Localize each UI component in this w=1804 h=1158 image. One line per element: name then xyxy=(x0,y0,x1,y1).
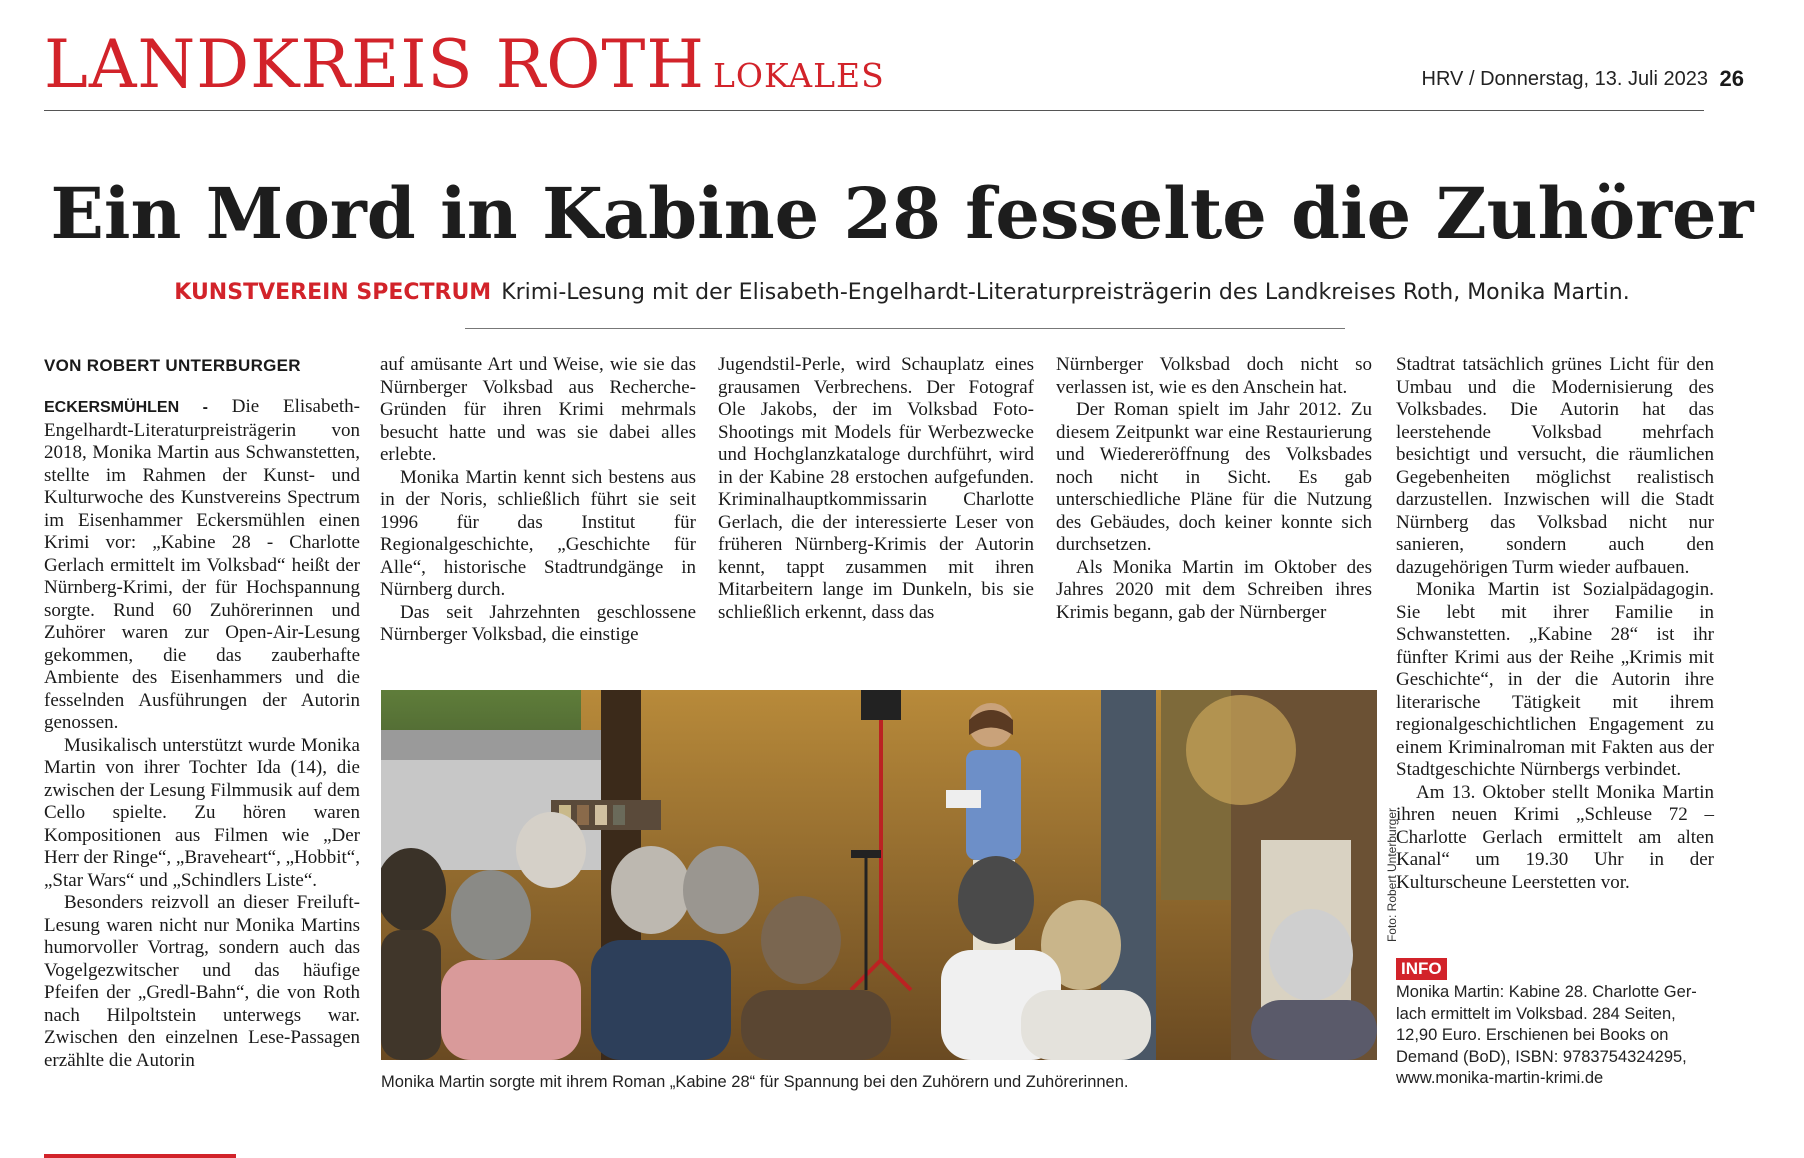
footer-accent-bar xyxy=(44,1154,236,1158)
info-website-link[interactable]: www.monika-martin-krimi.de xyxy=(1396,1069,1604,1087)
paragraph: auf amüsante Art und Weise, wie sie das Nürnberger Volksbad aus Recherche-Gründen für ihren Krimi mehrmals besucht hatte und was sie dabei alles erlebte. xyxy=(380,354,696,465)
info-line: 12,90 Euro. Erschienen bei Books on xyxy=(1396,1026,1669,1044)
text-column-2 xyxy=(380,354,696,647)
paragraph-text: Die Elisabeth-Engelhardt-Literaturpreisträgerin von 2018, Monika Martin aus Schwanstetten, stellte im Rahmen der Kunst- und Kulturwoche des Kunstvereins Spectrum im Eisenhammer Eckersmühlen einen Krimi vor: „Kabine 28 - Charlotte Gerlach ermittelt im Volksbad“ heißt der Nürnberg-Krimi, der für Hochspannung sorgte. Rund 60 Zuhörerinnen und Zuhörer waren zur Open-Air-Lesung gekommen, die das zauberhafte Ambiente des Eisenhammers und die fesselnden Ausführungen der Autorin genossen. xyxy=(44,396,360,733)
reading-scene-image xyxy=(381,690,1377,1060)
paragraph: Jugendstil-Perle, wird Schauplatz eines grausamen Verbrechens. Der Fotograf Ole Jakobs, der im Volksbad Foto-Shootings mit Models für Werbezwecke und Hochglanzkataloge durchführt, wird in der Kabine 28 erstochen aufgefunden. Kriminalhauptkommissarin Charlotte Gerlach, die der interessierte Leser von früheren Nürnberg-Krimis der Autorin kennt, tappt zusammen mit ihren Mitarbeitern lange im Dunkeln, bis sie schließlich erkennt, dass das xyxy=(718,354,1034,623)
photo-caption: Monika Martin sorgte mit ihrem Roman „Kabine 28“ für Spannung bei den Zuhörern und Zuhörerinnen. xyxy=(381,1073,1129,1091)
info-box xyxy=(1396,982,1714,1090)
masthead xyxy=(44,26,885,103)
text-column-1 xyxy=(44,396,360,1072)
page-number: 26 xyxy=(1719,66,1744,91)
paragraph: Musikalisch unterstützt wurde Monika Martin von ihrer Tochter Ida (14), die zwischen der Lesung Filmmusik auf dem Cello spielte. Zu hören waren Kompositionen aus Filmen wie „Der Herr der Ringe“, „Braveheart“, „Hobbit“, „Star Wars“ und „Schindlers Liste“. xyxy=(44,734,360,891)
dateline: ECKERSMÜHLEN - xyxy=(44,399,208,416)
article-photo xyxy=(381,690,1377,1060)
article-dek xyxy=(0,280,1804,305)
paragraph: Am 13. Oktober stellt Monika Martin ihren neuen Krimi „Schleuse 72 – Charlotte Gerlach ermittelt am alten Kanal“ um 19.30 Uhr in der Kulturscheune Leerstetten vor. xyxy=(1396,781,1714,893)
article-headline: Ein Mord in Kabine 28 fesselte die Zuhörer xyxy=(50,172,1754,255)
info-label: INFO xyxy=(1396,958,1447,980)
text-column-4 xyxy=(1056,354,1372,624)
text-column-5 xyxy=(1396,354,1714,894)
dek-rule xyxy=(465,328,1345,329)
info-line: lach ermittelt im Volksbad. 284 Seiten, xyxy=(1396,1004,1676,1023)
header-rule xyxy=(44,110,1704,111)
photo-credit-text: Foto: Robert Unterburger xyxy=(1385,807,1399,943)
paragraph: Nürnberger Volksbad doch nicht so verlassen ist, wie es den Anschein hat. xyxy=(1056,354,1372,398)
text-column-3 xyxy=(718,354,1034,624)
info-line: Demand (BoD), ISBN: 9783754324295, xyxy=(1396,1047,1687,1066)
paragraph: Stadtrat tatsächlich grünes Licht für den Umbau und die Modernisierung des Volksbades. Die Autorin hat das leerstehende Volksbad mehrfach besichtigt und versucht, die räumlichen Gegebenheiten möglichst realistisch darzustellen. Inzwischen will die Stadt Nürnberg das Volksbad nicht nur sanieren, sondern auch den dazugehörigen Turm wieder aufbauen. xyxy=(1396,354,1714,578)
paragraph: Das seit Jahrzehnten geschlossene Nürnberger Volksbad, die einstige xyxy=(380,601,696,645)
paragraph xyxy=(44,396,360,735)
paragraph: Als Monika Martin im Oktober des Jahres 2020 mit dem Schreiben ihres Krimis begann, gab der Nürnberger xyxy=(1056,556,1372,623)
paragraph: Monika Martin ist Sozialpädagogin. Sie lebt mit ihrer Familie in Schwanstetten. „Kabine 28“ ist ihr fünfter Krimi aus der Reihe „Krimis mit Geschichte“, in der die Autorin ihre literarische Tätigkeit mit ihrem regionalgeschichtlichen Engagement zu einem Kriminalroman mit Fakten aus der Stadtgeschichte Nürnbergs verbindet. xyxy=(1396,579,1714,780)
paragraph: Monika Martin kennt sich bestens aus in der Noris, schließlich führt sie seit 1996 für das Institut für Regionalgeschichte, „Geschichte für Alle“, historische Stadtrundgänge in Nürnberg durch. xyxy=(380,466,696,600)
dek-kicker: KUNSTVEREIN SPECTRUM xyxy=(174,280,492,305)
paragraph: Besonders reizvoll an dieser Freiluft-Lesung waren nicht nur Monika Martins humorvoller Vortrag, sondern auch das Vogelgezwitscher und das häufige Pfeifen der „Gredl-Bahn“, die von Roth nach Hilpoltstein unterwegs war. Zwischen den einzelnen Lese-Passagen erzählte die Autorin xyxy=(44,892,360,1071)
info-line: Monika Martin: Kabine 28. Charlotte Ger- xyxy=(1396,983,1697,1001)
photo-credit xyxy=(1382,690,1399,1060)
section-name: LOKALES xyxy=(712,56,885,95)
paragraph: Der Roman spielt im Jahr 2012. Zu diesem Zeitpunkt war eine Restaurierung und Wiedereröffnung des Volksbades noch nicht in Sicht. Es gab unterschiedliche Pläne für die Nutzung des Gebäudes, doch keiner konnte sich durchsetzen. xyxy=(1056,399,1372,555)
newspaper-brand: LANDKREIS ROTH xyxy=(44,26,705,103)
edition-date: HRV / Donnerstag, 13. Juli 2023 xyxy=(1421,68,1708,90)
dek-text: Krimi-Lesung mit der Elisabeth-Engelhardt-Literaturpreisträgerin des Landkreises Roth, Monika Martin. xyxy=(501,280,1630,305)
byline: VON ROBERT UNTERBURGER xyxy=(44,356,301,375)
